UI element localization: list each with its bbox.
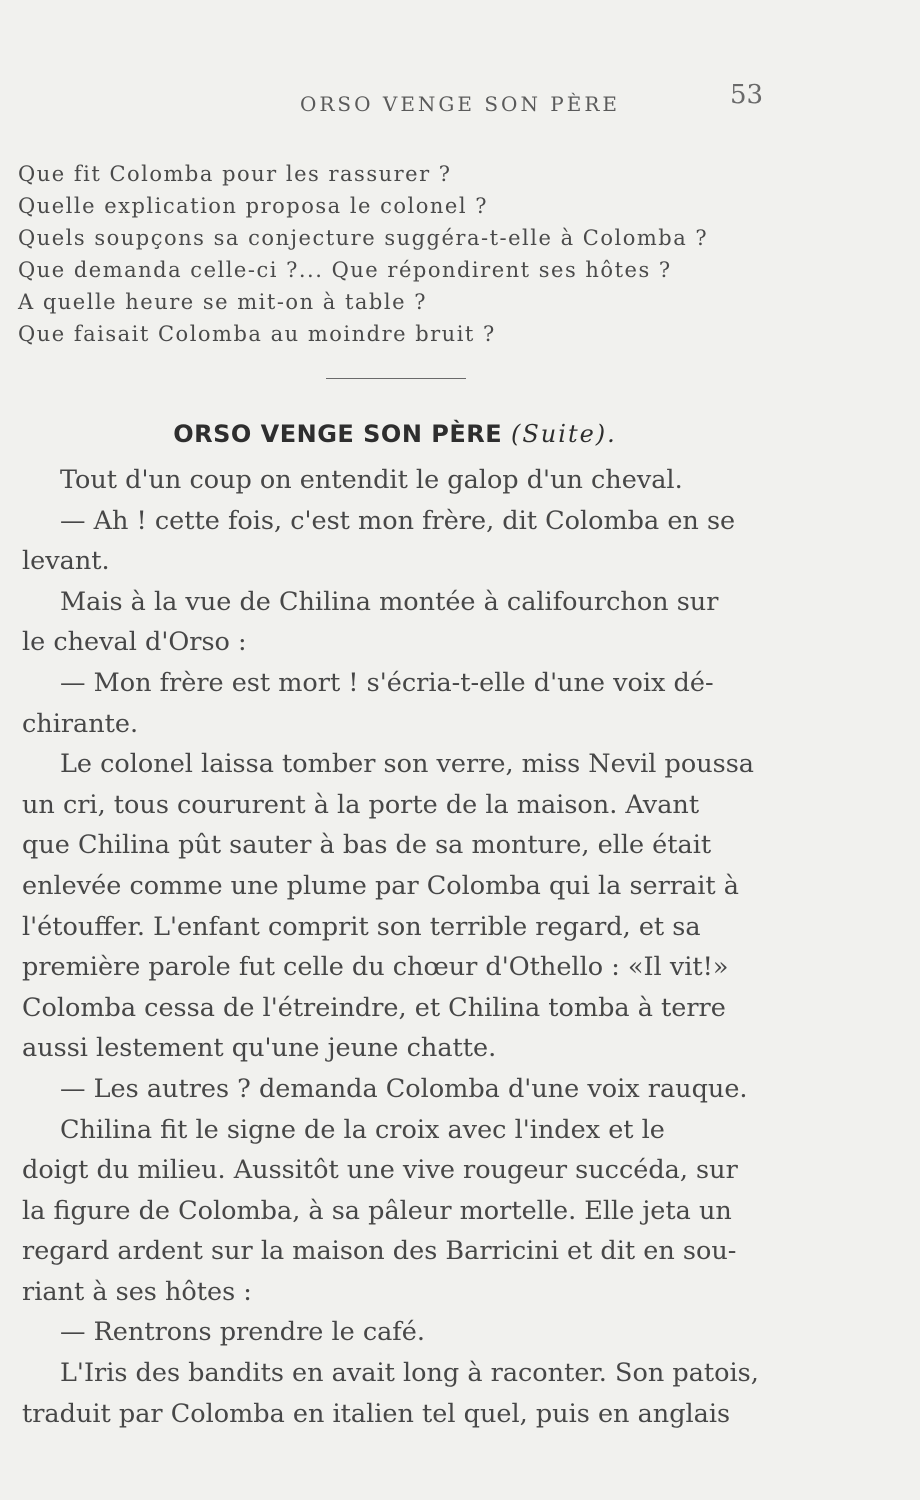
text-line: — Mon frère est mort ! s'écria-t-elle d'une voix dé- bbox=[60, 667, 714, 698]
text-line: riant à ses hôtes : bbox=[22, 1276, 252, 1307]
section-title-suite: (Suite). bbox=[511, 420, 617, 448]
text-line: — Rentrons prendre le café. bbox=[60, 1317, 425, 1348]
text-line: chirante. bbox=[22, 708, 139, 739]
text-line: Chilina fit le signe de la croix avec l'index et le bbox=[60, 1114, 665, 1145]
text-line: Colomba cessa de l'étreindre, et Chilina tomba à terre bbox=[22, 992, 726, 1023]
text-line: aussi lestement qu'une jeune chatte. bbox=[22, 1033, 497, 1064]
text-line: doigt du milieu. Aussitôt une vive rougeur succéda, sur bbox=[22, 1155, 738, 1186]
text-line: — Les autres ? demanda Colomba d'une voix rauque. bbox=[60, 1073, 748, 1104]
section-title bbox=[0, 420, 790, 448]
text-line: regard ardent sur la maison des Barricini et dit en sou- bbox=[22, 1236, 737, 1267]
text-line: le cheval d'Orso : bbox=[22, 627, 247, 658]
running-head: ORSO VENGE SON PÈRE bbox=[299, 92, 621, 116]
text-line: Le colonel laissa tomber son verre, miss Nevil poussa bbox=[60, 749, 754, 780]
question-line: Que demanda celle-ci ?... Que répondirent ses hôtes ? bbox=[18, 258, 672, 282]
text-line: Mais à la vue de Chilina montée à califourchon sur bbox=[60, 586, 719, 617]
text-line: l'étouffer. L'enfant comprit son terrible regard, et sa bbox=[22, 911, 701, 942]
text-line: levant. bbox=[22, 546, 110, 577]
question-line: Que fit Colomba pour les rassurer ? bbox=[18, 162, 452, 186]
section-title-text: ORSO VENGE SON PÈRE bbox=[173, 420, 503, 448]
question-line: A quelle heure se mit-on à table ? bbox=[18, 290, 427, 314]
body-text bbox=[22, 460, 792, 1434]
text-line: traduit par Colomba en italien tel quel, puis en anglais bbox=[22, 1398, 731, 1429]
text-line: que Chilina pût sauter à bas de sa monture, elle était bbox=[22, 830, 712, 861]
text-line: L'Iris des bandits en avait long à raconter. Son patois, bbox=[60, 1358, 759, 1389]
text-line: Tout d'un coup on entendit le galop d'un cheval. bbox=[60, 465, 683, 495]
text-line: la figure de Colomba, à sa pâleur mortelle. Elle jeta un bbox=[22, 1195, 732, 1226]
section-divider bbox=[326, 378, 466, 379]
review-questions bbox=[18, 158, 718, 350]
question-line: Quels soupçons sa conjecture suggéra-t-elle à Colomba ? bbox=[18, 226, 709, 250]
text-line: un cri, tous coururent à la porte de la maison. Avant bbox=[22, 789, 700, 820]
text-line: — Ah ! cette fois, c'est mon frère, dit Colomba en se bbox=[60, 505, 736, 536]
text-line: première parole fut celle du chœur d'Othello : «Il vit!» bbox=[22, 952, 729, 983]
page-number: 53 bbox=[730, 80, 764, 110]
text-line: enlevée comme une plume par Colomba qui la serrait à bbox=[22, 870, 739, 901]
question-line: Quelle explication proposa le colonel ? bbox=[18, 194, 488, 218]
question-line: Que faisait Colomba au moindre bruit ? bbox=[18, 322, 496, 346]
